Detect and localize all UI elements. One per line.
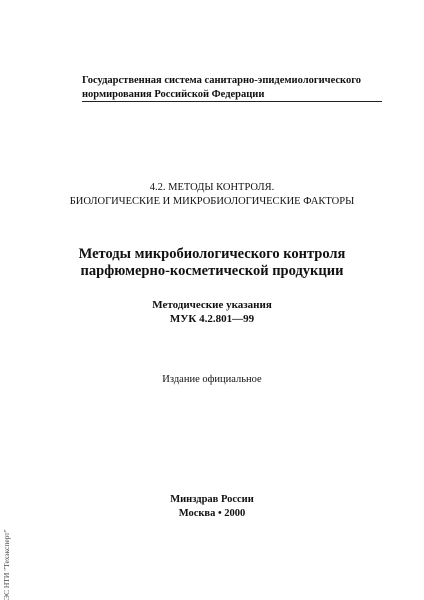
edition-note: Издание официальное xyxy=(162,374,262,385)
side-stamp: ЭС НТИ "Техэксперт" xyxy=(2,529,11,600)
title-line-1: Методы микробиологического контроля xyxy=(78,246,346,262)
header-block xyxy=(82,74,382,102)
document-type xyxy=(0,298,424,326)
series-line-1: 4.2. МЕТОДЫ КОНТРОЛЯ. xyxy=(149,182,275,193)
publisher-name: Минздрав России xyxy=(170,494,254,505)
title-line-2: парфюмерно-косметической продукции xyxy=(80,263,344,279)
document-title xyxy=(0,246,424,280)
series-heading xyxy=(0,181,424,209)
header-divider xyxy=(82,101,382,102)
publisher-city-year: Москва • 2000 xyxy=(178,508,246,519)
series-line-2: БИОЛОГИЧЕСКИЕ И МИКРОБИОЛОГИЧЕСКИЕ ФАКТОРЫ xyxy=(69,196,355,207)
header-line-2: нормирования Российской Федерации xyxy=(82,89,265,100)
publisher-block xyxy=(0,493,424,521)
document-number: МУК 4.2.801—99 xyxy=(169,313,255,325)
header-line-1: Государственная система санитарно-эпидемиологического xyxy=(82,75,361,86)
document-type-line-1: Методические указания xyxy=(152,299,272,311)
